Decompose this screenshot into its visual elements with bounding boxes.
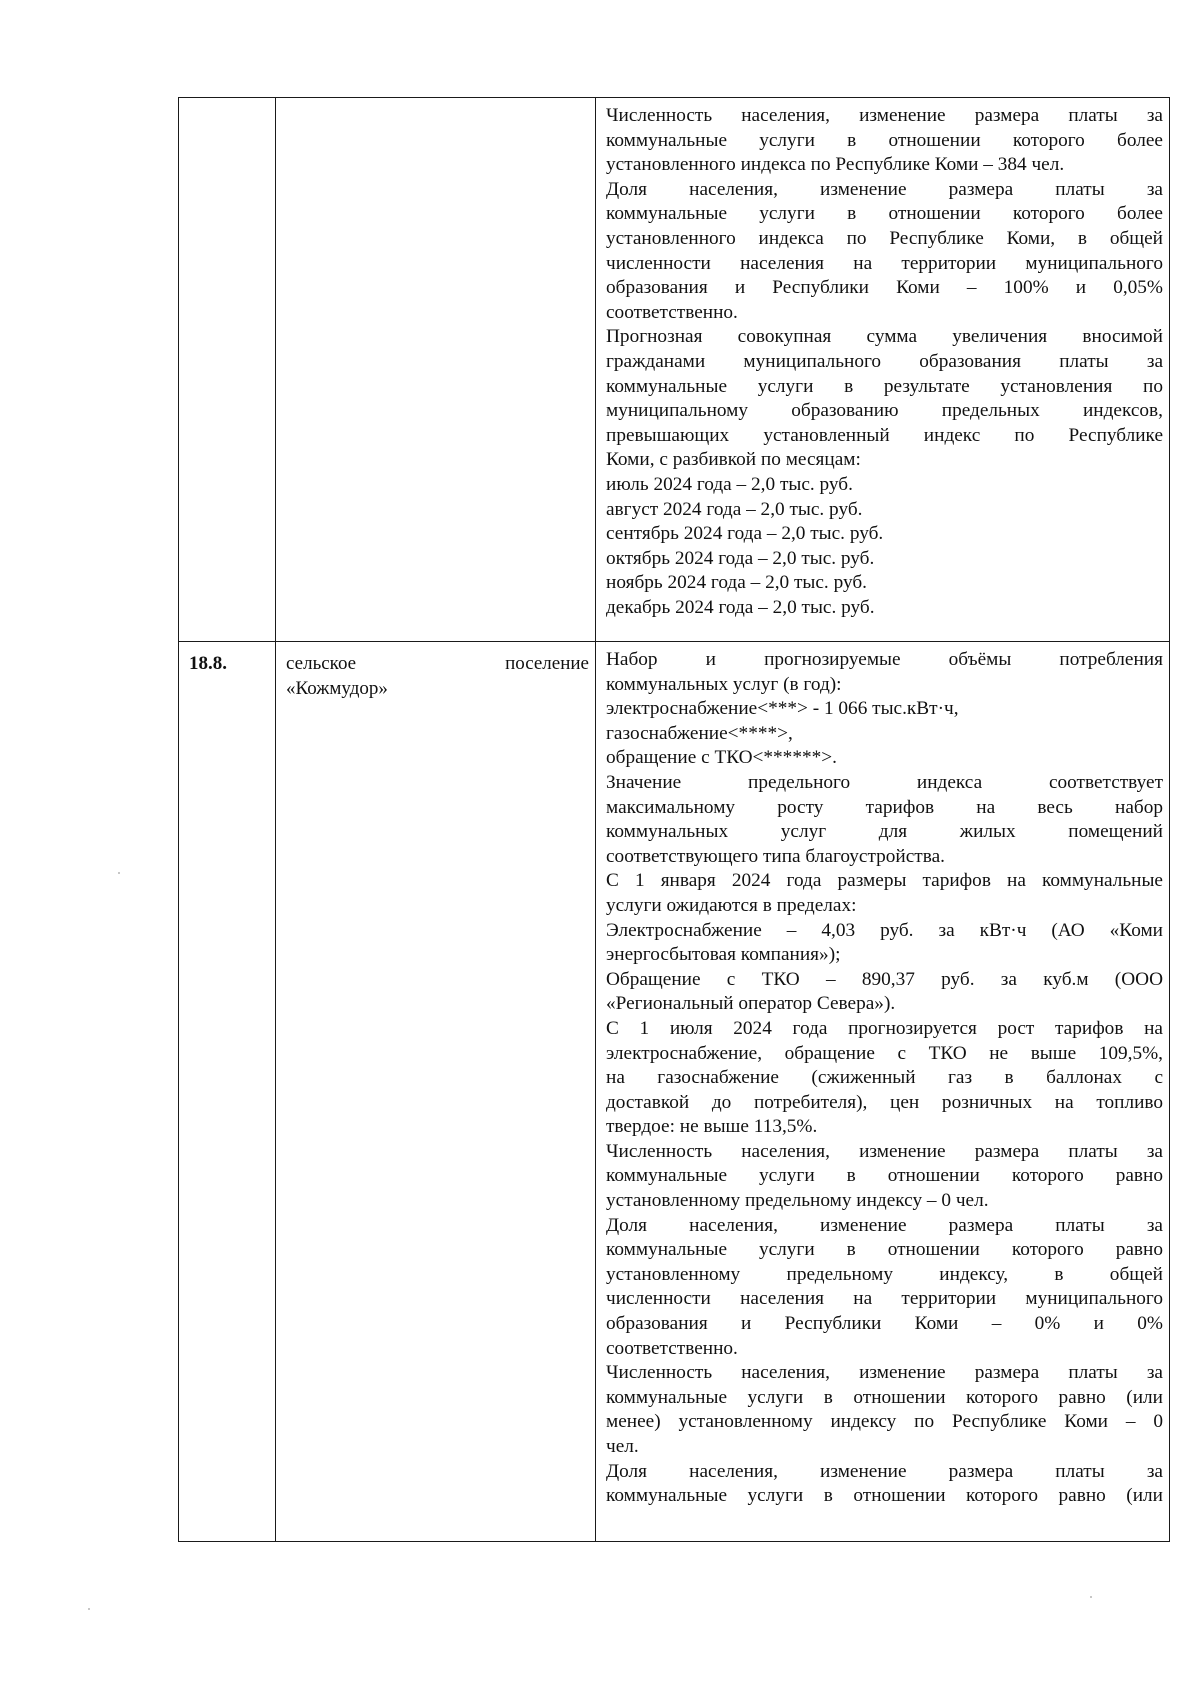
text-line: установленному предельному индексу, в общей [606,1263,1163,1285]
text-line: установленному предельному индексу – 0 чел. [606,1190,989,1212]
description-text [606,648,1163,1509]
text-line: на газоснабжение (сжиженный газ в баллонах с [606,1067,1163,1089]
text-line: август 2024 года – 2,0 тыс. руб. [606,498,863,520]
text-line: ноябрь 2024 года – 2,0 тыс. руб. [606,572,867,594]
row-number-cell [179,98,276,642]
text-line: июль 2024 года – 2,0 тыс. руб. [606,473,853,495]
municipality-type-word: поселение [505,653,589,674]
text-line: образования и Республики Коми – 100% и 0,05% [606,277,1163,299]
text-line: газоснабжение<****>, [606,722,793,744]
text-line: «Региональный оператор Севера»). [606,993,896,1015]
paragraph [606,522,1163,547]
text-line: Набор и прогнозируемые объёмы потребления [606,649,1163,670]
description-cell [596,642,1170,1542]
text-line: коммунальных услуг для жилых помещений [606,821,1163,843]
scan-speck [1090,1596,1092,1598]
paragraph [606,498,1163,523]
paragraph [606,1140,1163,1214]
paragraph [606,869,1163,918]
text-line: соответственно. [606,301,738,323]
paragraph [606,746,1163,771]
text-line: максимальному росту тарифов на весь набор [606,796,1163,818]
paragraph [606,473,1163,498]
text-line: превышающих установленный индекс по Республике [606,424,1163,446]
text-line: численности населения на территории муниципального [606,252,1163,274]
text-line: октябрь 2024 года – 2,0 тыс. руб. [606,547,875,569]
text-line: Доля населения, изменение размера платы за [606,1460,1163,1482]
paragraph [606,547,1163,572]
text-line: Численность населения, изменение размера платы за [606,1140,1163,1162]
text-line: образования и Республики Коми – 0% и 0% [606,1313,1163,1335]
description-cell [596,98,1170,642]
paragraph [606,968,1163,1017]
text-line: энергосбытовая компания»); [606,944,841,966]
paragraph [606,1361,1163,1459]
municipality-name-line [286,652,589,677]
text-line: Доля населения, изменение размера платы за [606,178,1163,200]
text-line: Численность населения, изменение размера платы за [606,105,1163,126]
text-line: декабрь 2024 года – 2,0 тыс. руб. [606,596,875,618]
text-line: коммунальные услуги в отношении которого более [606,203,1163,225]
municipality-name-cell [276,642,596,1542]
paragraph [606,104,1163,178]
text-line: С 1 июля 2024 года прогнозируется рост тарифов на [606,1017,1163,1039]
description-text [606,104,1163,620]
scan-speck [118,872,120,874]
row-number-cell: 18.8. [179,642,276,1542]
text-line: численности населения на территории муниципального [606,1288,1163,1310]
paragraph [606,722,1163,747]
text-line: Численность населения, изменение размера платы за [606,1362,1163,1384]
text-line: С 1 января 2024 года размеры тарифов на коммунальные [606,870,1163,892]
table-row [179,642,1170,1542]
text-line: коммунальные услуги в результате установления по [606,375,1163,397]
text-line: Значение предельного индекса соответствует [606,771,1163,793]
document-table [178,97,1170,1542]
text-line: электроснабжение<***> - 1 066 тыс.кВт·ч, [606,698,959,720]
text-line: коммунальные услуги в отношении которого равно [606,1165,1163,1187]
table-row [179,98,1170,642]
text-line: коммунальных услуг (в год): [606,673,842,695]
text-line: Коми, с разбивкой по месяцам: [606,449,861,471]
text-line: сентябрь 2024 года – 2,0 тыс. руб. [606,523,884,545]
paragraph [606,648,1163,697]
paragraph [606,1460,1163,1509]
paragraph [606,697,1163,722]
text-line: чел. [606,1436,639,1457]
text-line: Электроснабжение – 4,03 руб. за кВт·ч (АО «Коми [606,919,1163,941]
paragraph [606,178,1163,326]
text-line: менее) установленному индексу по Республике Коми – 0 [606,1411,1163,1433]
text-line: муниципальному образованию предельных индексов, [606,400,1163,422]
text-line: коммунальные услуги в отношении которого более [606,129,1163,151]
text-line: коммунальные услуги в отношении которого равно [606,1239,1163,1261]
text-line: электроснабжение, обращение с ТКО не выше 109,5%, [606,1042,1163,1064]
text-line: услуги ожидаются в пределах: [606,894,857,916]
text-line: обращение с ТКО<******>. [606,747,837,769]
paragraph [606,771,1163,869]
text-line: коммунальные услуги в отношении которого равно (или [606,1485,1163,1507]
text-line: Доля населения, изменение размера платы за [606,1214,1163,1236]
text-line: доставкой до потребителя), цен розничных на топливо [606,1091,1163,1113]
text-line: твердое: не выше 113,5%. [606,1116,818,1138]
text-line: соответственно. [606,1337,738,1359]
text-line: Прогнозная совокупная сумма увеличения вносимой [606,326,1163,348]
paragraph [606,325,1163,473]
municipality-type-word: сельское [286,653,357,674]
text-line: гражданами муниципального образования платы за [606,350,1163,372]
paragraph [606,571,1163,596]
text-line: установленного индекса по Республике Коми – 384 чел. [606,154,1065,176]
paragraph [606,1214,1163,1362]
text-line: коммунальные услуги в отношении которого равно (или [606,1386,1163,1408]
text-line: Обращение с ТКО – 890,37 руб. за куб.м (ООО [606,968,1163,990]
paragraph [606,1017,1163,1140]
text-line: соответствующего типа благоустройства. [606,845,945,867]
municipality-name-cell [276,98,596,642]
paragraph [606,596,1163,621]
scan-speck [88,1608,90,1610]
municipality-name: «Кожмудор» [286,677,388,699]
text-line: установленного индекса по Республике Коми, в общей [606,227,1163,249]
paragraph [606,919,1163,968]
